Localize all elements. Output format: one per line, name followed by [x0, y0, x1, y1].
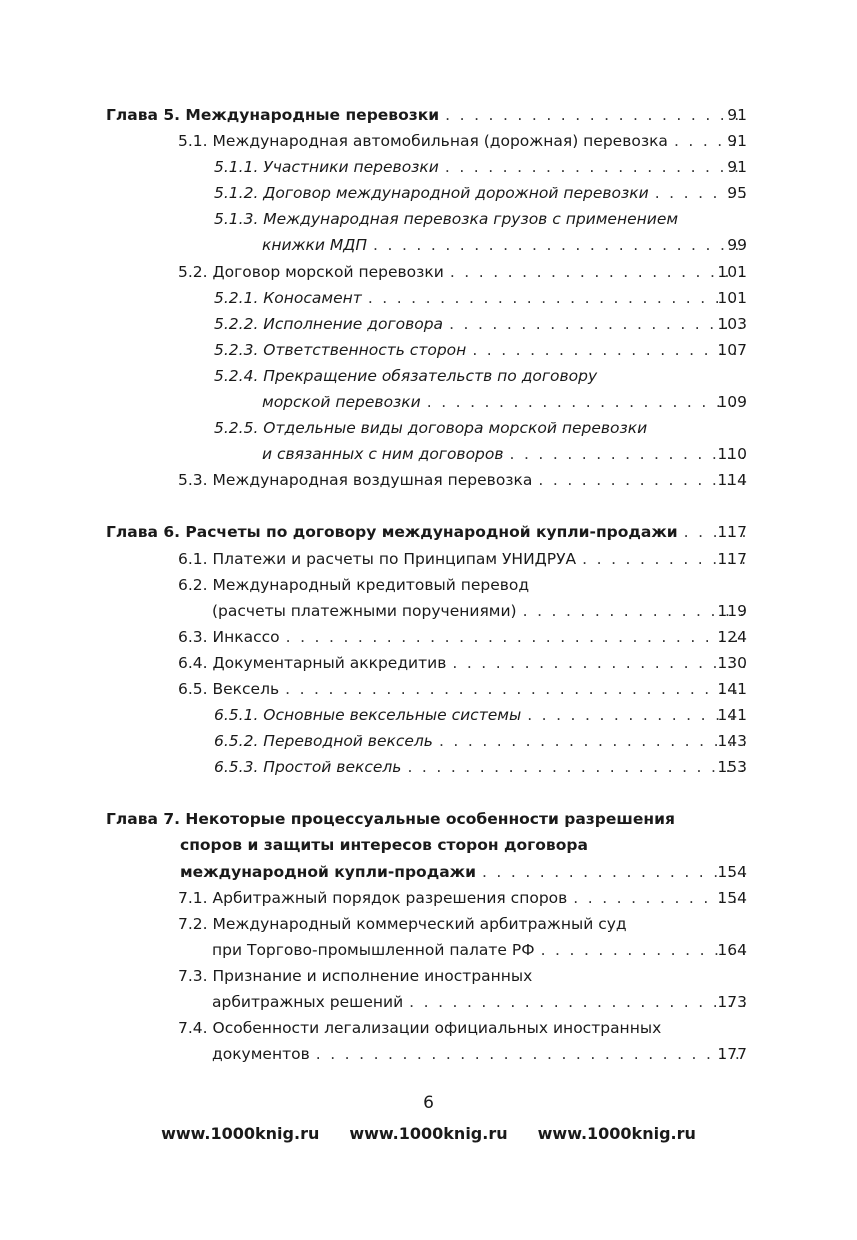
toc-entry-title-continued: морской перевозки	[262, 393, 421, 412]
toc-subsection-5-2-4-continued[interactable]	[0, 389, 857, 415]
toc-subsection-5-1-3[interactable]	[0, 206, 857, 232]
toc-section-7-1[interactable]	[0, 885, 857, 911]
toc-subsection-5-2-5-continued[interactable]	[0, 441, 857, 467]
toc-entry-title: 5.2.3. Ответственность сторон	[214, 340, 467, 359]
dot-leader	[316, 1041, 745, 1067]
toc-entry-title: Глава 5. Международные перевозки	[106, 106, 440, 124]
toc-entry-title: 5.1. Международная автомобильная (дорожная) перевозка	[178, 132, 668, 151]
toc-entry-title-continued: споров и защиты интересов сторон договора	[180, 836, 588, 855]
toc-page-number: 173	[717, 993, 747, 1011]
toc-entry-title: Глава 6. Расчеты по договору международной купли-продажи	[106, 523, 678, 542]
toc-entry-title: 7.1. Арбитражный порядок разрешения споров	[178, 888, 568, 907]
toc-section-5-3[interactable]	[0, 467, 857, 493]
toc-page-number: 117	[717, 523, 747, 542]
toc-page-number: 153	[717, 758, 747, 777]
toc-section-7-4-continued[interactable]	[0, 1041, 857, 1067]
toc-chapter-7-continued[interactable]	[0, 832, 857, 858]
toc-subsection-6-5-1[interactable]	[0, 702, 857, 728]
toc-page-number: 101	[717, 288, 747, 307]
toc-page-number: 154	[717, 862, 747, 881]
toc-entry-title: Глава 7. Некоторые процессуальные особенности разрешения	[106, 810, 675, 829]
toc-page-number: 164	[717, 940, 747, 959]
toc-page-number: 124	[717, 627, 747, 646]
toc-page-number: 101	[717, 262, 747, 281]
toc-page-number: 103	[717, 314, 747, 333]
toc-page-number: 154	[717, 888, 747, 907]
toc-subsection-5-2-5[interactable]	[0, 415, 857, 441]
toc-entry-title: 6.5.1. Основные вексельные системы	[214, 706, 522, 725]
dot-leader	[409, 989, 745, 1015]
toc-section-5-1[interactable]	[0, 128, 857, 154]
dot-leader	[427, 389, 745, 415]
toc-entry-title: 5.1.1. Участники перевозки	[214, 158, 439, 177]
toc-chapter-7-continued-2[interactable]	[0, 859, 857, 885]
dot-leader	[445, 154, 745, 180]
toc-entry-title: 6.5.3. Простой вексель	[214, 758, 402, 777]
dot-leader	[450, 259, 745, 285]
toc-page-number: 117	[717, 549, 747, 568]
toc-entry-title: 6.5. Вексель	[178, 679, 280, 698]
toc-page-number: 114	[717, 471, 747, 490]
toc-entry-title: 5.2. Договор морской перевозки	[178, 262, 444, 281]
toc-page-number: 91	[727, 158, 747, 177]
dot-leader	[445, 102, 745, 128]
toc-entry-title-continued: (расчеты платежными поручениями)	[212, 601, 517, 620]
toc-subsection-5-2-2[interactable]	[0, 311, 857, 337]
toc-subsection-5-1-1[interactable]	[0, 154, 857, 180]
toc-page-number: 107	[717, 340, 747, 359]
toc-entry-title: 6.3. Инкассо	[178, 627, 280, 646]
toc-subsection-5-2-4[interactable]	[0, 363, 857, 389]
toc-page-number: 95	[727, 184, 747, 203]
dot-leader	[368, 285, 745, 311]
toc-entry-title: 6.1. Платежи и расчеты по Принципам УНИДРУА	[178, 549, 577, 568]
toc-entry-title: 7.2. Международный коммерческий арбитражный суд	[178, 914, 627, 933]
toc-entry-title-continued: книжки МДП	[262, 236, 368, 255]
toc-entry-title-continued: документов	[212, 1045, 310, 1064]
toc-page-number: 141	[717, 679, 747, 698]
toc-section-7-4[interactable]	[0, 1015, 857, 1041]
toc-entry-title-continued: при Торгово-промышленной палате РФ	[212, 940, 535, 959]
toc-section-6-2[interactable]	[0, 572, 857, 598]
toc-entry-title-continued: арбитражных решений	[212, 993, 404, 1011]
toc-page-number: 109	[717, 393, 747, 412]
dot-leader	[523, 598, 745, 624]
toc-section-6-4[interactable]	[0, 650, 857, 676]
toc-entry-title: 6.4. Документарный аккредитив	[178, 653, 447, 672]
toc-section-7-3-continued[interactable]	[0, 989, 857, 1015]
page-number: 6	[423, 1093, 434, 1113]
dot-leader	[527, 702, 745, 728]
toc-entry-title: 5.2.1. Коносамент	[214, 288, 362, 307]
toc-section-7-2-continued[interactable]	[0, 937, 857, 963]
dot-leader	[439, 728, 745, 754]
toc-section-6-1[interactable]	[0, 546, 857, 572]
table-of-contents	[0, 102, 857, 1067]
toc-chapter-7[interactable]	[0, 806, 857, 832]
dot-leader	[286, 624, 745, 650]
toc-section-5-2[interactable]	[0, 259, 857, 285]
dot-leader	[449, 311, 745, 337]
toc-section-6-5[interactable]	[0, 676, 857, 702]
toc-section-6-3[interactable]	[0, 624, 857, 650]
toc-subsection-5-2-1[interactable]	[0, 285, 857, 311]
toc-chapter-6[interactable]	[0, 519, 857, 545]
toc-entry-title-continued: международной купли-продажи	[180, 862, 476, 881]
toc-entry-title: 5.1.3. Международная перевозка грузов с применением	[214, 210, 679, 229]
toc-page-number: 99	[727, 236, 747, 255]
toc-section-6-2-continued[interactable]	[0, 598, 857, 624]
dot-leader	[373, 232, 745, 258]
watermark-link[interactable]: www.1000knig.ru	[161, 1124, 320, 1143]
toc-section-7-3[interactable]	[0, 963, 857, 989]
toc-page-number: 130	[717, 653, 747, 672]
toc-entry-title: 6.2. Международный кредитовый перевод	[178, 575, 530, 594]
toc-page-number: 143	[717, 732, 747, 751]
dot-leader	[407, 754, 745, 780]
dot-leader	[482, 859, 745, 885]
watermark-link[interactable]: www.1000knig.ru	[349, 1124, 508, 1143]
toc-page-number: 91	[727, 132, 747, 151]
toc-section-7-2[interactable]	[0, 911, 857, 937]
toc-entry-title-continued: и связанных с ним договоров	[262, 445, 504, 464]
toc-entry-title: 5.1.2. Договор международной дорожной перевозки	[214, 184, 649, 203]
toc-page-number: 177	[717, 1045, 747, 1064]
toc-subsection-5-2-3[interactable]	[0, 337, 857, 363]
watermark-row	[0, 1124, 857, 1143]
dot-leader	[452, 650, 745, 676]
dot-leader	[285, 676, 745, 702]
toc-entry-title: 6.5.2. Переводной вексель	[214, 732, 433, 751]
toc-entry-title: 5.2.5. Отдельные виды договора морской перевозки	[214, 419, 648, 438]
toc-subsection-5-1-3-continued[interactable]	[0, 232, 857, 258]
toc-subsection-6-5-2[interactable]	[0, 728, 857, 754]
toc-page-number: 119	[717, 601, 747, 620]
toc-page-number: 141	[717, 706, 747, 725]
toc-entry-title: 5.2.4. Прекращение обязательств по договору	[214, 366, 598, 385]
toc-entry-title: 7.3. Признание и исполнение иностранных	[178, 966, 533, 985]
toc-entry-title: 5.2.2. Исполнение договора	[214, 314, 444, 333]
dot-leader	[472, 337, 745, 363]
toc-page-number: 91	[727, 106, 747, 124]
toc-entry-title: 5.3. Международная воздушная перевозка	[178, 471, 533, 490]
toc-subsection-6-5-3[interactable]	[0, 754, 857, 780]
dot-leader	[538, 467, 745, 493]
dot-leader	[541, 937, 745, 963]
toc-entry-title: 7.4. Особенности легализации официальных иностранных	[178, 1019, 662, 1038]
toc-subsection-5-1-2[interactable]	[0, 180, 857, 206]
watermark-link[interactable]: www.1000knig.ru	[537, 1124, 696, 1143]
toc-page-number: 110	[717, 445, 747, 464]
dot-leader	[510, 441, 745, 467]
toc-chapter-5[interactable]	[0, 102, 857, 128]
